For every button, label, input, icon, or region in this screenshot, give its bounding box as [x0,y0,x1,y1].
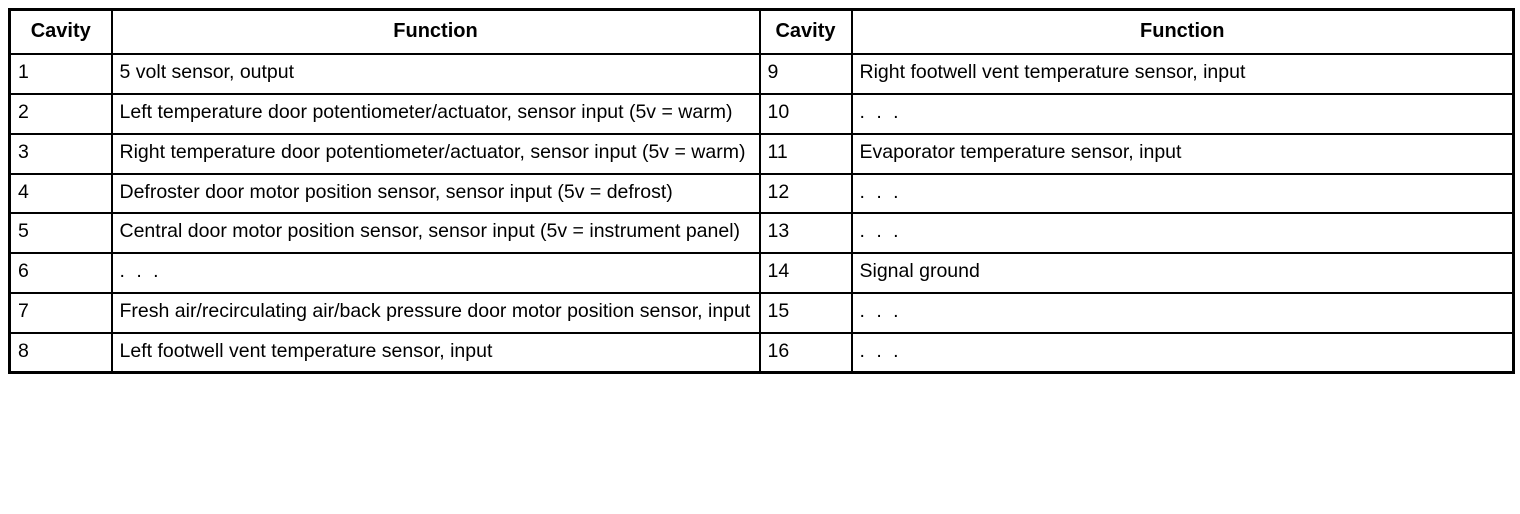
cell-function-right: . . . [852,174,1514,214]
cell-function-right: . . . [852,333,1514,373]
cell-function-left: Central door motor position sensor, sensor input (5v = instrument panel) [112,213,760,253]
cell-function-right: . . . [852,94,1514,134]
cell-cavity-left: 7 [10,293,112,333]
table-header-row [10,10,1514,55]
cell-function-right: Signal ground [852,253,1514,293]
table-row [10,293,1514,333]
cell-cavity-right: 14 [760,253,852,293]
table-row [10,94,1514,134]
cell-cavity-right: 9 [760,54,852,94]
cell-function-right: . . . [852,293,1514,333]
cell-function-left: Fresh air/recirculating air/back pressure door motor position sensor, input [112,293,760,333]
column-header-cavity-left: Cavity [10,10,112,55]
cell-function-left: Left footwell vent temperature sensor, input [112,333,760,373]
table-row [10,54,1514,94]
cell-cavity-right: 10 [760,94,852,134]
cell-cavity-left: 2 [10,94,112,134]
cell-function-left: Left temperature door potentiometer/actuator, sensor input (5v = warm) [112,94,760,134]
column-header-function-right: Function [852,10,1514,55]
cell-cavity-left: 6 [10,253,112,293]
cell-cavity-right: 16 [760,333,852,373]
table-row [10,253,1514,293]
cell-function-left: . . . [112,253,760,293]
table-row [10,213,1514,253]
cell-function-right: Right footwell vent temperature sensor, input [852,54,1514,94]
column-header-cavity-right: Cavity [760,10,852,55]
cell-function-left: Right temperature door potentiometer/actuator, sensor input (5v = warm) [112,134,760,174]
table-row [10,134,1514,174]
cell-cavity-right: 15 [760,293,852,333]
cell-cavity-left: 3 [10,134,112,174]
connector-pinout-table [8,8,1515,374]
cell-function-left: 5 volt sensor, output [112,54,760,94]
cell-cavity-left: 4 [10,174,112,214]
cell-cavity-left: 1 [10,54,112,94]
table-header [10,10,1514,55]
cell-cavity-right: 13 [760,213,852,253]
cell-cavity-left: 5 [10,213,112,253]
cell-cavity-right: 11 [760,134,852,174]
cell-function-left: Defroster door motor position sensor, sensor input (5v = defrost) [112,174,760,214]
table-row [10,333,1514,373]
cell-cavity-left: 8 [10,333,112,373]
table-row [10,174,1514,214]
cell-function-right: Evaporator temperature sensor, input [852,134,1514,174]
table-body [10,54,1514,372]
cell-cavity-right: 12 [760,174,852,214]
column-header-function-left: Function [112,10,760,55]
cell-function-right: . . . [852,213,1514,253]
